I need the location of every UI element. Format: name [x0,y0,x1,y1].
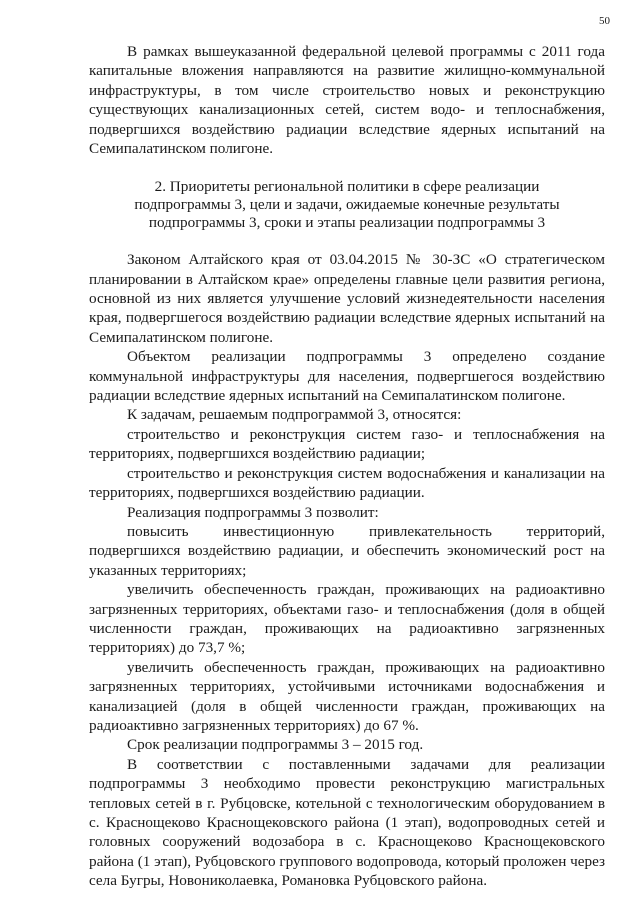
paragraph: Законом Алтайского края от 03.04.2015 № 30-ЗС «О стратегическом планировании в Алтайском крае» определены главные цели развития региона, основной из них является улучшение условий жизнедеятельности населения края, подвергшегося воздействию радиации вследствие ядерных испытаний на Семипалатинском полигоне. [89,251,605,346]
list-item: увеличить обеспеченность граждан, проживающих на радиоактивно загрязненных территориях, объектами газо- и теплоснабжения (доля в общей численности граждан, проживающих на радиоактивно загрязненных территориях) до 73,7 %; [89,581,605,657]
paragraph: В соответствии с поставленными задачами для реализации подпрограммы 3 необходимо провести реконструкцию магистральных тепловых сетей в г. Рубцовске, котельной с технологическим оборудованием в с. Краснощеково Краснощековского района (1 этап), водопроводных сетей и головных сооружений водозабора в с. Краснощеково Краснощековского района (1 этап), Рубцовского группового водопровода, который проложен через села Бугры, Новониколаевка, Романовка Рубцовского района. [89,755,606,890]
section-heading [89,178,605,231]
list-item: строительство и реконструкция систем водоснабжения и канализации на территориях, подвергшихся воздействию радиации. [89,464,605,502]
list-item: повысить инвестиционную привлекательность территорий, подвергшихся воздействию радиации, и обеспечить экономический рост на указанных территориях; [89,522,605,579]
paragraph: Срок реализации подпрограммы 3 – 2015 год. [127,736,424,754]
section-heading-line: подпрограммы 3, сроки и этапы реализации подпрограммы 3 [148,213,546,231]
paragraph: Объектом реализации подпрограммы 3 определено создание коммунальной инфраструктуры для населения, подвергшегося воздействию радиации вследствие ядерных испытаний на Семипалатинском полигоне. [89,348,605,405]
paragraph: Реализация подпрограммы 3 позволит: [127,503,379,521]
paragraph-intro: В рамках вышеуказанной федеральной целевой программы с 2011 года капитальные вложения направляются на развитие жилищно-коммунальной инфраструктуры, в том числе строительство новых и реконструкцию существующих канализационных сетей, систем водо- и теплоснабжения, подвергшихся воздействию радиации вследствие ядерных испытаний на Семипалатинском полигоне. [89,43,605,158]
list-item: увеличить обеспеченность граждан, проживающих на радиоактивно загрязненных территориях, устойчивыми источниками водоснабжения и канализацией (доля в общей численности граждан, проживающих на радиоактивно загрязненных территориях) до 67 %. [89,658,605,734]
list-item: строительство и реконструкция систем газо- и теплоснабжения на территориях, подвергшихся воздействию радиации; [89,425,605,463]
document-body [89,42,605,891]
page-number: 50 [599,15,610,27]
paragraph: К задачам, решаемым подпрограммой 3, относятся: [127,406,462,424]
section-heading-line: подпрограммы 3, цели и задачи, ожидаемые конечные результаты [134,196,560,214]
section-heading-line: 2. Приоритеты региональной политики в сфере реализации [154,178,540,196]
